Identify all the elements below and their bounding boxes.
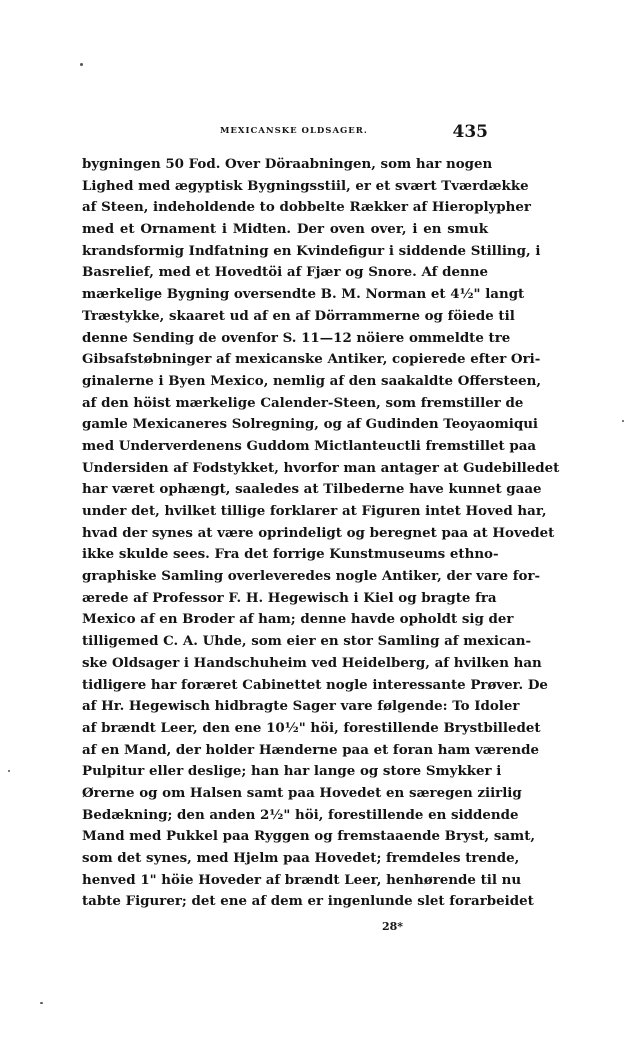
- text-line: denne Sending de ovenfor S. 11—12 nöiere ommeldte tre: [82, 329, 511, 346]
- text-line: bygningen 50 Fod. Over Döraabningen, som har nogen: [82, 156, 493, 172]
- text-line: henved 1" höie Hoveder af brændt Leer, henhørende til nu: [82, 871, 522, 888]
- text-line: som det synes, med Hjelm paa Hovedet; fremdeles trende,: [82, 850, 520, 866]
- text-line: Mexico af en Broder af ham; denne havde opholdt sig der: [82, 611, 514, 628]
- body-text: [82, 154, 560, 913]
- text-line: mærkelige Bygning oversendte B. M. Norman et 4½" langt: [82, 286, 525, 303]
- text-line: krandsformig Indfatning en Kvindefigur i siddende Stilling, i: [82, 242, 541, 259]
- text-line: Undersiden af Fodstykket, hvorfor man antager at Gudebilledet: [82, 459, 560, 476]
- text-line: Gibsafstøbninger af mexicanske Antiker, copierede efter Ori-: [82, 351, 541, 368]
- paper-speck: [8, 770, 10, 772]
- paper-speck: [622, 420, 624, 422]
- text-line: Mand med Pukkel paa Ryggen og fremstaaende Bryst, samt,: [82, 828, 536, 845]
- text-line: under det, hvilket tillige forklarer at Figuren intet Hoved har,: [82, 503, 547, 519]
- text-line: ikke skulde sees. Fra det forrige Kunstmuseums ethno-: [82, 546, 499, 563]
- text-line: Ørerne og om Halsen samt paa Hovedet en særegen ziirlig: [82, 784, 522, 801]
- text-line: af brændt Leer, den ene 10½" höi, forestillende Brystbilledet: [82, 719, 541, 736]
- text-line: Pulpitur eller deslige; han har lange og store Smykker i: [82, 763, 502, 780]
- text-line: ginalerne i Byen Mexico, nemlig af den saakaldte Offersteen,: [82, 372, 542, 389]
- text-line: hvad der synes at være oprindeligt og beregnet paa at Hovedet: [82, 524, 555, 541]
- signature-mark: 28*: [382, 920, 404, 933]
- running-title: MEXICANSKE OLDSAGER.: [220, 126, 368, 136]
- paper-speck: [40, 1002, 43, 1004]
- text-line: af Steen, indeholdende to dobbelte Rækker af Hieroplypher: [82, 199, 531, 216]
- paper-speck: [80, 63, 83, 66]
- text-line: ske Oldsager i Handschuheim ved Heidelberg, af hvilken han: [82, 654, 542, 671]
- page-number: 435: [452, 122, 488, 142]
- text-line: tabte Figurer; det ene af dem er ingenlunde slet forarbeidet: [82, 893, 534, 910]
- text-line: af en Mand, der holder Hænderne paa et foran ham værende: [82, 741, 540, 758]
- text-line: ærede af Professor F. H. Hegewisch i Kiel og bragte fra: [82, 589, 497, 606]
- text-line: tidligere har foræret Cabinettet nogle interessante Prøver. De: [82, 676, 548, 693]
- page-header: [82, 122, 488, 146]
- text-line: graphiske Samling overleveredes nogle Antiker, der vare for-: [82, 568, 541, 585]
- text-line: Træstykke, skaaret ud af en af Dörrammerne og föiede til: [82, 307, 515, 324]
- text-line: tilligemed C. A. Uhde, som eier en stor Samling af mexican-: [82, 633, 532, 650]
- text-line: Basrelief, med et Hovedtöi af Fjær og Snore. Af denne: [82, 264, 488, 281]
- text-line: af den höist mærkelige Calender-Steen, som fremstiller de: [82, 394, 524, 411]
- text-line: har været ophængt, saaledes at Tilbederne have kunnet gaae: [82, 481, 542, 498]
- text-line: gamle Mexicaneres Solregning, og af Gudinden Teoyaomiqui: [82, 416, 539, 433]
- text-line: af Hr. Hegewisch hidbragte Sager vare følgende: To Idoler: [82, 698, 520, 715]
- text-line: Bedækning; den anden 2½" höi, forestillende en siddende: [82, 806, 519, 823]
- text-line: med Underverdenens Guddom Mictlanteuctli fremstillet paa: [82, 437, 537, 454]
- text-line: med et Ornament i Midten. Der oven over, i en smuk: [82, 221, 488, 238]
- text-line: Lighed med ægyptisk Bygningsstiil, er et svært Tværdække: [82, 177, 529, 194]
